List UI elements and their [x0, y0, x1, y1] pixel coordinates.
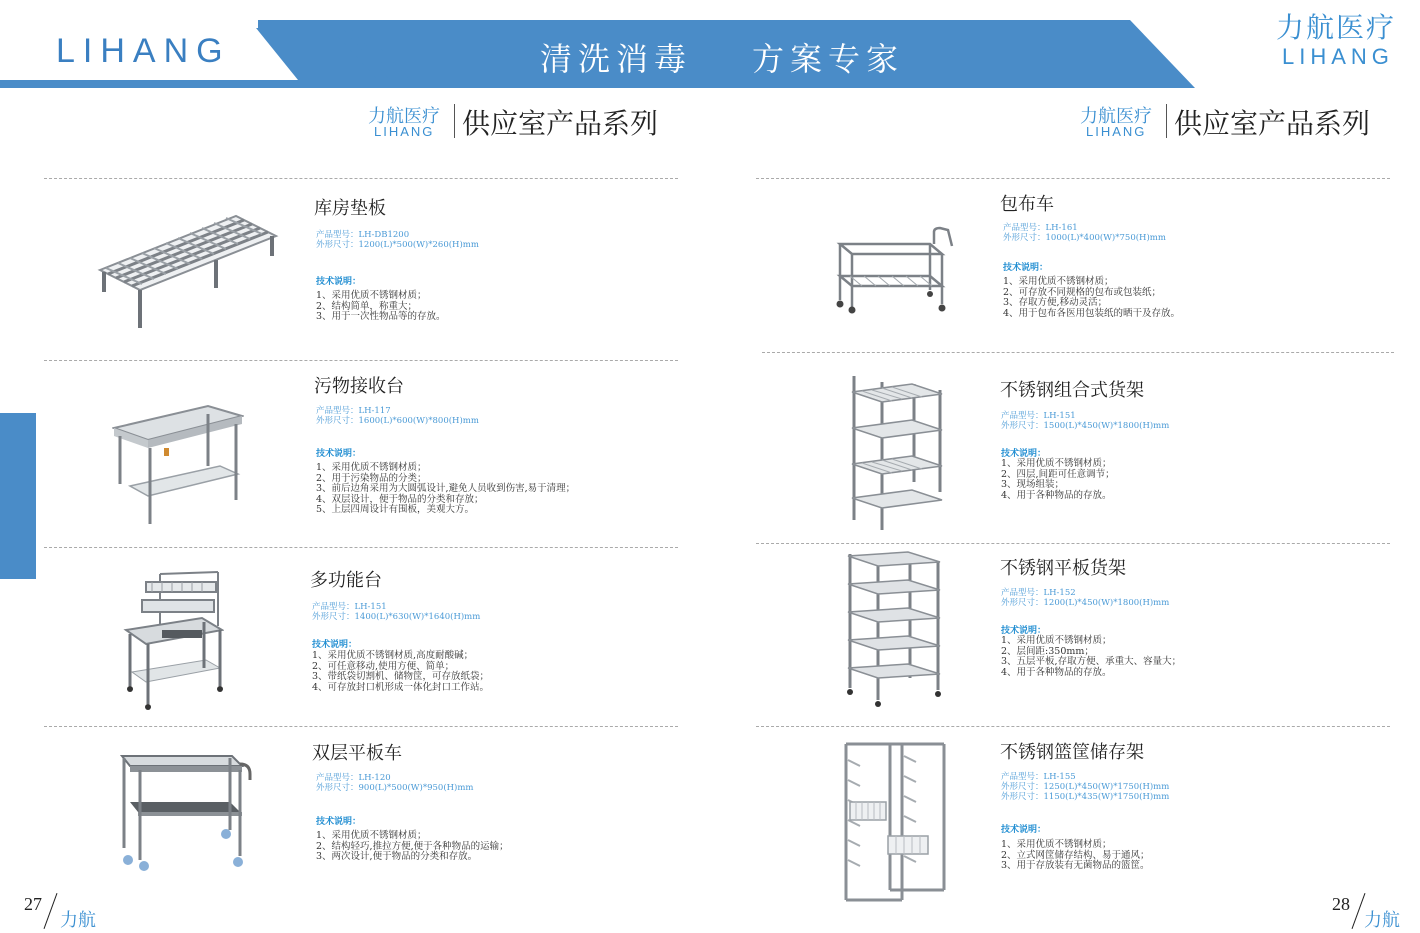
feature-list — [316, 291, 446, 323]
product-name: 不锈钢组合式货架 — [1000, 380, 1144, 401]
feature-item: 1、采用优质不锈钢材质； — [1001, 458, 1112, 469]
double-layer-cart-image — [118, 752, 252, 872]
product-size: 外形尺寸：1200(L)*500(W)*260(H)mm — [316, 240, 479, 250]
feature-item: 1、采用优质不锈钢材质； — [316, 290, 427, 301]
feature-item: 2、用于污染物品的分类； — [316, 472, 427, 484]
feature-item: 4、可存放封口机形成一体化封口工作站。 — [312, 681, 490, 693]
divider — [756, 178, 1390, 179]
dirty-receiving-table-image — [112, 404, 244, 528]
feature-item: 3、存取方便,移动灵活； — [1003, 297, 1108, 308]
slogan-right: 方案专家 — [752, 40, 905, 78]
product-size: 外形尺寸：1250(L)*450(W)*1750(H)mm — [1001, 782, 1170, 792]
feature-item: 1、采用优质不锈钢材质； — [316, 830, 427, 841]
multifunction-table-image — [122, 568, 224, 712]
feature-list — [1001, 636, 1181, 678]
feature-list — [1001, 840, 1150, 872]
series-logo-cn: 力航医疗 — [1080, 106, 1152, 127]
feature-item: 1、采用优质不锈钢材质； — [1001, 839, 1112, 850]
top-logo-en: LIHANG — [1282, 44, 1394, 69]
product-size: 外形尺寸：1600(L)*600(W)*800(H)mm — [316, 416, 479, 426]
feature-item: 2、立式网筐储存结构、易于通风； — [1001, 849, 1150, 861]
tech-label: 技术说明： — [316, 817, 362, 827]
feature-item: 2、四层,间距可任意调节； — [1001, 468, 1115, 480]
side-tab — [0, 413, 36, 579]
page-slash — [44, 893, 58, 929]
series-title: 供应室产品系列 — [1174, 107, 1371, 140]
page-brand-right: 力航 — [1364, 910, 1400, 931]
series-logo-cn: 力航医疗 — [368, 106, 440, 127]
header-band — [0, 20, 1420, 88]
feature-item: 4、用于各种物品的存放。 — [1001, 489, 1112, 501]
product-name: 包布车 — [1000, 194, 1054, 215]
product-model: 产品型号：LH-152 — [1001, 588, 1076, 598]
tech-label: 技术说明： — [1001, 825, 1047, 835]
product-size: 外形尺寸：1000(L)*400(W)*750(H)mm — [1003, 233, 1166, 243]
feature-item: 3、用于存放装有无菌物品的篮筐。 — [1001, 860, 1150, 871]
product-name: 库房垫板 — [314, 198, 386, 219]
basket-storage-rack-image — [840, 740, 950, 908]
feature-item: 3、带纸袋切割机、储物筐，可存放纸袋； — [312, 671, 490, 682]
feature-item: 4、用于包布各医用包装纸的晒干及存放。 — [1003, 307, 1181, 319]
product-size: 外形尺寸：1200(L)*450(W)*1800(H)mm — [1001, 598, 1170, 608]
divider — [44, 726, 678, 727]
page-number-left: 27 — [24, 894, 42, 914]
divider — [44, 178, 678, 179]
product-model: 产品型号：LH-155 — [1001, 772, 1076, 782]
storage-pallet-image — [96, 208, 282, 332]
tech-label: 技术说明： — [1003, 263, 1049, 273]
feature-item: 1、采用优质不锈钢材质； — [316, 462, 427, 473]
feature-item: 4、双层设计，便于物品的分类和存放； — [316, 493, 484, 505]
feature-list — [312, 651, 489, 693]
product-size: 外形尺寸：900(L)*500(W)*950(H)mm — [316, 783, 474, 793]
tech-label: 技术说明： — [1001, 626, 1047, 636]
feature-list — [316, 831, 509, 863]
tech-label: 技术说明： — [1001, 449, 1047, 459]
slogan-left: 清洗消毒 — [540, 40, 693, 78]
product-model: 产品型号：LH-161 — [1003, 223, 1078, 233]
series-logo-en: LIHANG — [374, 124, 435, 139]
combined-shelf-image — [848, 370, 946, 534]
product-name: 不锈钢篮筐储存架 — [1000, 742, 1144, 763]
product-name: 多功能台 — [310, 570, 382, 591]
feature-item: 1、采用优质不锈钢材质； — [1001, 635, 1112, 646]
product-model: 产品型号：LH-151 — [1001, 411, 1076, 421]
series-divider — [1166, 104, 1167, 138]
feature-item: 3、两次设计,便于物品的分类和存放。 — [316, 851, 478, 862]
flat-shelf-image — [844, 550, 944, 710]
product-size: 外形尺寸：1500(L)*450(W)*1800(H)mm — [1001, 421, 1170, 431]
product-model: 产品型号：LH-120 — [316, 773, 391, 783]
feature-item: 2、结构轻巧,推拉方便,便于各种物品的运输； — [316, 840, 509, 852]
series-title: 供应室产品系列 — [462, 107, 659, 140]
product-size-alt: 外形尺寸：1150(L)*435(W)*1750(H)mm — [1001, 792, 1170, 802]
product-name: 不锈钢平板货架 — [1000, 558, 1126, 579]
feature-item: 5、上层四周设计有围板，美观大方。 — [316, 504, 475, 515]
feature-item: 2、可任意移动,使用方便、简单； — [312, 660, 455, 672]
feature-item: 3、现场组装； — [1001, 479, 1065, 490]
feature-list — [316, 463, 575, 516]
product-model: 产品型号：LH-117 — [316, 406, 391, 416]
feature-list — [1003, 277, 1180, 319]
series-logo-en: LIHANG — [1086, 124, 1147, 139]
page-number-right: 28 — [1332, 894, 1350, 914]
divider — [762, 352, 1394, 353]
product-model: 产品型号：LH-151 — [312, 602, 387, 612]
linen-cart-image — [834, 226, 958, 314]
band-brand: LIHANG — [56, 32, 231, 70]
divider — [756, 726, 1390, 727]
divider — [44, 360, 678, 361]
feature-item: 1、采用优质不锈钢材质； — [1003, 276, 1114, 287]
product-model: 产品型号：LH-DB1200 — [316, 230, 410, 240]
feature-item: 3、前后边角采用为大圆弧设计,避免人员收到伤害,易于清理； — [316, 483, 576, 494]
product-size: 外形尺寸：1400(L)*630(W)*1640(H)mm — [312, 612, 481, 622]
tech-label: 技术说明： — [312, 640, 358, 650]
feature-item: 3、五层平板,存取方便、承重大、容量大； — [1001, 656, 1182, 667]
divider — [44, 547, 678, 548]
feature-item: 3、用于一次性物品等的存放。 — [316, 311, 446, 322]
page-brand-left: 力航 — [60, 910, 96, 931]
feature-item: 2、结构简单，称重大； — [316, 300, 418, 312]
tech-label: 技术说明： — [316, 277, 362, 287]
feature-item: 2、可存放不同规格的包布或包装纸； — [1003, 286, 1162, 298]
feature-item: 1、采用优质不锈钢材质,高度耐酸碱； — [312, 650, 474, 661]
feature-list — [1001, 459, 1115, 501]
divider — [756, 543, 1390, 544]
product-name: 污物接收台 — [314, 376, 404, 397]
series-divider — [454, 104, 455, 138]
feature-item: 2、层间距:350mm； — [1001, 645, 1094, 657]
top-logo-cn: 力航医疗 — [1276, 11, 1397, 44]
tech-label: 技术说明： — [316, 449, 362, 459]
product-name: 双层平板车 — [312, 743, 402, 764]
feature-item: 4、用于各种物品的存放。 — [1001, 666, 1112, 678]
